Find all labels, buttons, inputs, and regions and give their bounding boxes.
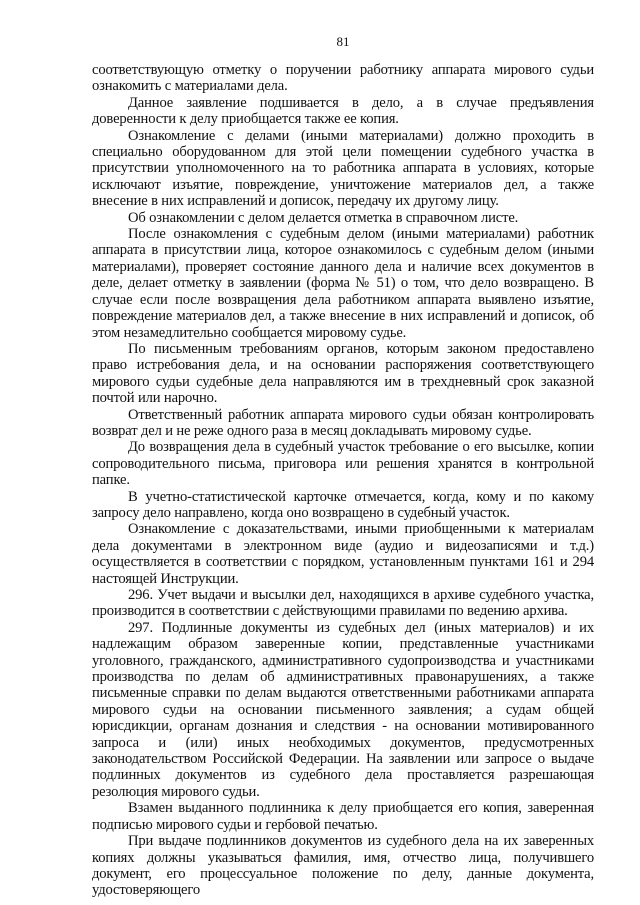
paragraph-continuation: соответствующую отметку о поручении работнику аппарата мирового судьи ознакомить с материалами дела. [92, 62, 594, 95]
paragraph: Об ознакомлении с делом делается отметка в справочном листе. [128, 209, 519, 226]
section-296-paragraph: 296. Учет выдачи и высылки дел, находящихся в архиве судебного участка, производится в соответствии с действующими правилами по ведению архива. [92, 587, 594, 620]
paragraph: До возвращения дела в судебный участок требование о его высылке, копии сопроводительного письма, приговора или решения хранятся в контрольной папке. [92, 439, 594, 489]
document-page [92, 34, 594, 899]
paragraph: Ответственный работник аппарата мирового судьи обязан контролировать возврат дел и не реже одного раза в месяц докладывать мировому судье. [92, 406, 594, 439]
paragraph: Ознакомление с доказательствами, иными приобщенными к материалам дела документами в электронном виде (аудио и видеозаписями и т.д.) осуществляется в соответствии с порядком, установленным пунктами 161 и 294 настоящей Инструкции. [92, 521, 594, 587]
paragraph: По письменным требованиям органов, которым законом предоставлено право истребования дела, и на основании распоряжения соответствующего мирового судьи судебные дела направляются им в трехдневный срок заказной почтой или нарочно. [92, 340, 594, 407]
paragraph: Данное заявление подшивается в дело, а в случае предъявления доверенности к делу приобщается также ее копия. [92, 94, 594, 128]
paragraph: Ознакомление с делами (иными материалами) должно проходить в специально оборудованном для этой цели помещении судебного участка в присутствии уполномоченного на то работника аппарата в условиях, которые исключают изъятие, повреждение, уничтожение материалов дел, а также внесение в них исправлений и дописок, передачу их другому лицу. [92, 127, 594, 210]
paragraph: После ознакомления с судебным делом (иными материалами) работник аппарата в присутствии лица, которое ознакомилось с судебным делом (иными материалами), проверяет состояние данного дела и наличие всех документов в деле, делает отметку в заявлении (форма № 51) о том, что дело возвращено. В случае если после возвращения дела работником аппарата выявлено изъятие, повреждение материалов дел, а также внесение в них исправлений и дописок, об этом незамедлительно сообщается мировому судье. [92, 226, 594, 341]
page-number: 81 [336, 34, 350, 49]
paragraph: При выдаче подлинников документов из судебного дела на их заверенных копиях должны указываться фамилия, имя, отчество лица, получившего документ, его процессуальное положение по делу, данные документа, удостоверяющего [92, 833, 594, 899]
section-297-paragraph: 297. Подлинные документы из судебных дел (иных материалов) и их надлежащим образом заверенные копии, представленные участниками уголовного, гражданского, административного судопроизводства и участниками производства по делам об административных правонарушениях, а также письменные справки по делам выдаются ответственными работниками аппарата мирового судьи на основании письменного заявления; а судам общей юрисдикции, органам дознания и следствия - на основании мотивированного запроса и (или) иных необходимых документов, предусмотренных законодательством Российской Федерации. На заявлении или запросе о выдаче подлинных документов из судебного дела проставляется разрешающая резолюция мирового судьи. [92, 619, 594, 800]
paragraph: В учетно-статистической карточке отмечается, когда, кому и по какому запросу дело направлено, когда оно возвращено в судебный участок. [92, 488, 594, 521]
paragraph: Взамен выданного подлинника к делу приобщается его копия, заверенная подписью мирового судьи и гербовой печатью. [92, 800, 594, 833]
